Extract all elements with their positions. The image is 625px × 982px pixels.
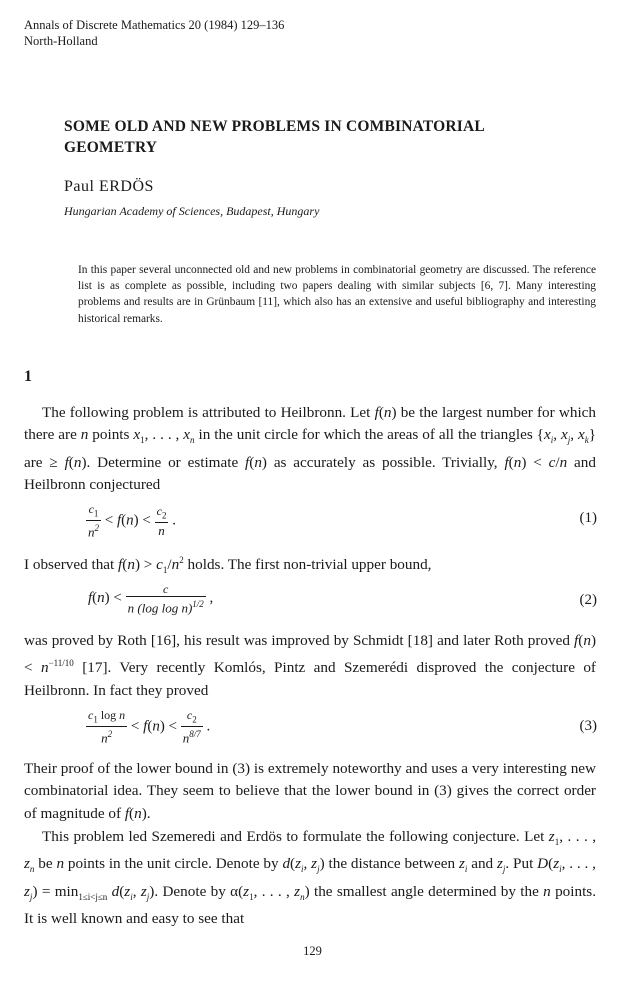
journal-citation: Annals of Discrete Mathematics 20 (1984) 129–136 bbox=[24, 18, 285, 32]
equation-1: $\frac{c_1}{n^2}$ < f(n) < $\frac{c_2}{n}$ . (1) bbox=[88, 502, 597, 540]
paragraph-lower-bound: Their proof of the lower bound in (3) is extremely noteworthy and uses a very interesting new combinatorial idea. They seem to believe that the lower bound in (3) gives the correct order of magnitude of f(n). bbox=[24, 760, 596, 822]
journal-header bbox=[24, 17, 284, 49]
equation-3: $\frac{c_1 \log n}{n^2}$ < f(n) < $\frac{c_2}{n^{8/7}}$ . (3) bbox=[88, 708, 597, 746]
publisher: North-Holland bbox=[24, 34, 98, 48]
equation-2: f(n) < $\frac{c}{n (\log \log n)^{1/2}}$ , (2) bbox=[88, 582, 597, 616]
paragraph-conjecture: This problem led Szemeredi and Erdös to formulate the following conjecture. Let $z_1$, . . . , $z_n$ be n points in the unit circle. Denote by $d(z_i$, $z_j$) the distance between $z_i$ and $z_j$. Put $D(z_i$, . . . , $z_j) = \min_{1\le i<j\le n} d(z_i$, $z_j$). Denote by $\alpha(z_1$, . . . , $z_n$) the smallest angle determined by the n points. It is well known and easy to see that bbox=[24, 828, 597, 928]
section-heading: 1 bbox=[24, 368, 32, 385]
paper-title: SOME OLD AND NEW PROBLEMS IN COMBINATORIAL GEOMETRY bbox=[64, 118, 485, 156]
equation-1-number: (1) bbox=[579, 510, 597, 526]
equation-2-number: (2) bbox=[579, 592, 597, 608]
equation-3-number: (3) bbox=[579, 718, 597, 734]
page-number: 129 bbox=[303, 944, 322, 958]
paragraph-heilbronn: The following problem is attributed to Heilbronn. Let f(n) be the largest number for which there are n points $x_1$, . . . , $x_n$ in the unit circle for which the areas of all the triangles {$x_i$, $x_j$, $x_k$} are ≥ f(n). Determine or estimate f(n) as accurately as possible. Trivially, f(n) < c/n and Heilbronn conjectured bbox=[24, 404, 597, 494]
paragraph-roth: was proved by Roth [16], his result was improved by Schmidt [18] and later Roth proved $f(n) < n^{-11/10}$ [17]. Very recently Komlós, Pintz and Szemerédi disproved the conjecture of Heilbronn. In fact they proved bbox=[24, 632, 596, 699]
author-name: Paul ERDÖS bbox=[64, 178, 154, 195]
abstract: In this paper several unconnected old and new problems in combinatorial geometry are discussed. The reference list is as complete as possible, including two papers dealing with similar subjects [6, 7]. Many interesting problems and results are in Grünbaum [11], which also has an extensive and useful bibliography and interesting historical remarks. bbox=[78, 264, 596, 325]
paragraph-upper-bound: I observed that $f(n) > c_1/n^2$ holds. The first non-trivial upper bound, bbox=[24, 555, 432, 576]
author-affiliation: Hungarian Academy of Sciences, Budapest, Hungary bbox=[64, 204, 320, 218]
